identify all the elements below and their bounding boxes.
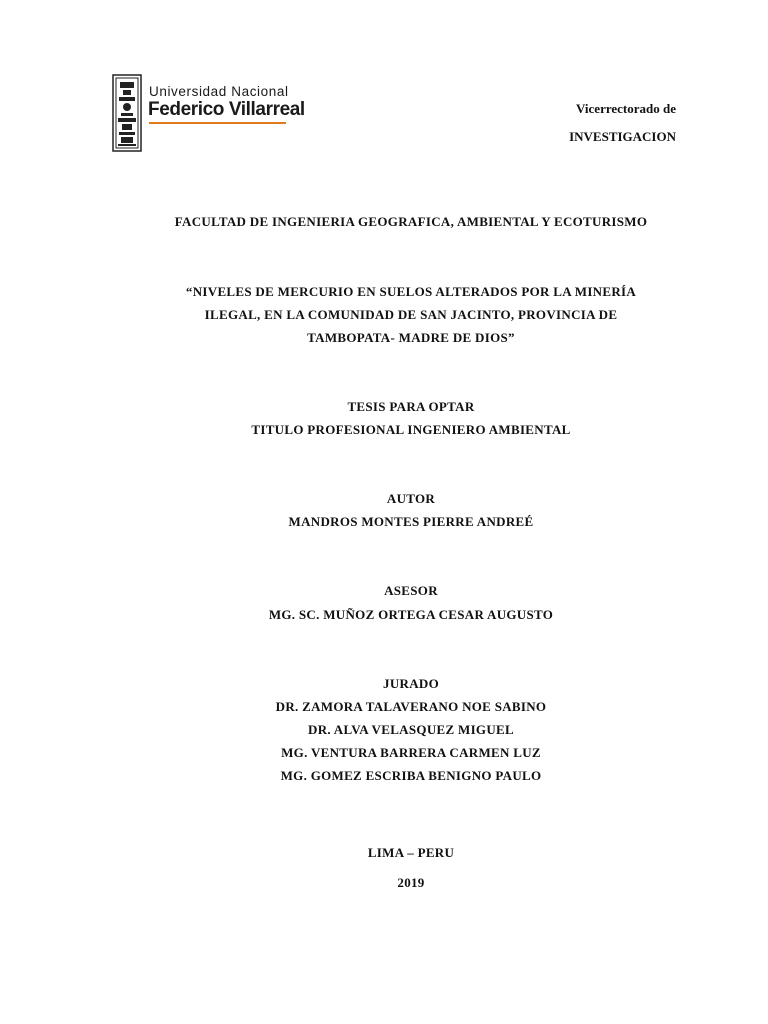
thesis-title-line-1: “NIVELES DE MERCURIO EN SUELOS ALTERADOS POR LA MINERÍA <box>185 284 637 299</box>
year: 2019 <box>397 875 425 890</box>
jury-member: DR. ALVA VELASQUEZ MIGUEL <box>308 722 514 737</box>
place: LIMA – PERU <box>367 845 455 860</box>
author-heading: AUTOR <box>386 491 436 506</box>
university-emblem-icon <box>112 74 142 152</box>
thesis-title-line-3: TAMBOPATA- MADRE DE DIOS” <box>307 330 515 345</box>
logo-text-name: Federico Villarreal <box>148 99 305 120</box>
author-name: MANDROS MONTES PIERRE ANDREÉ <box>288 514 534 529</box>
university-logo <box>112 74 305 154</box>
logo-underline <box>149 122 286 124</box>
logo-text-university: Universidad Nacional <box>149 84 289 99</box>
degree-line-2: TITULO PROFESIONAL INGENIERO AMBIENTAL <box>251 422 571 437</box>
degree-line-1: TESIS PARA OPTAR <box>347 399 475 414</box>
office-line-2: INVESTIGACION <box>569 129 676 144</box>
advisor-name: MG. SC. MUÑOZ ORTEGA CESAR AUGUSTO <box>268 607 554 622</box>
office-line-1: Vicerrectorado de <box>576 101 676 116</box>
thesis-title-line-2: ILEGAL, EN LA COMUNIDAD DE SAN JACINTO, PROVINCIA DE <box>204 307 618 322</box>
jury-heading: JURADO <box>383 676 439 691</box>
advisor-heading: ASESOR <box>384 583 438 598</box>
jury-member: MG. GOMEZ ESCRIBA BENIGNO PAULO <box>280 768 542 783</box>
jury-member: DR. ZAMORA TALAVERANO NOE SABINO <box>275 699 547 714</box>
jury-member: MG. VENTURA BARRERA CARMEN LUZ <box>281 745 541 760</box>
faculty-name: FACULTAD DE INGENIERIA GEOGRAFICA, AMBIENTAL Y ECOTURISMO <box>174 214 648 229</box>
